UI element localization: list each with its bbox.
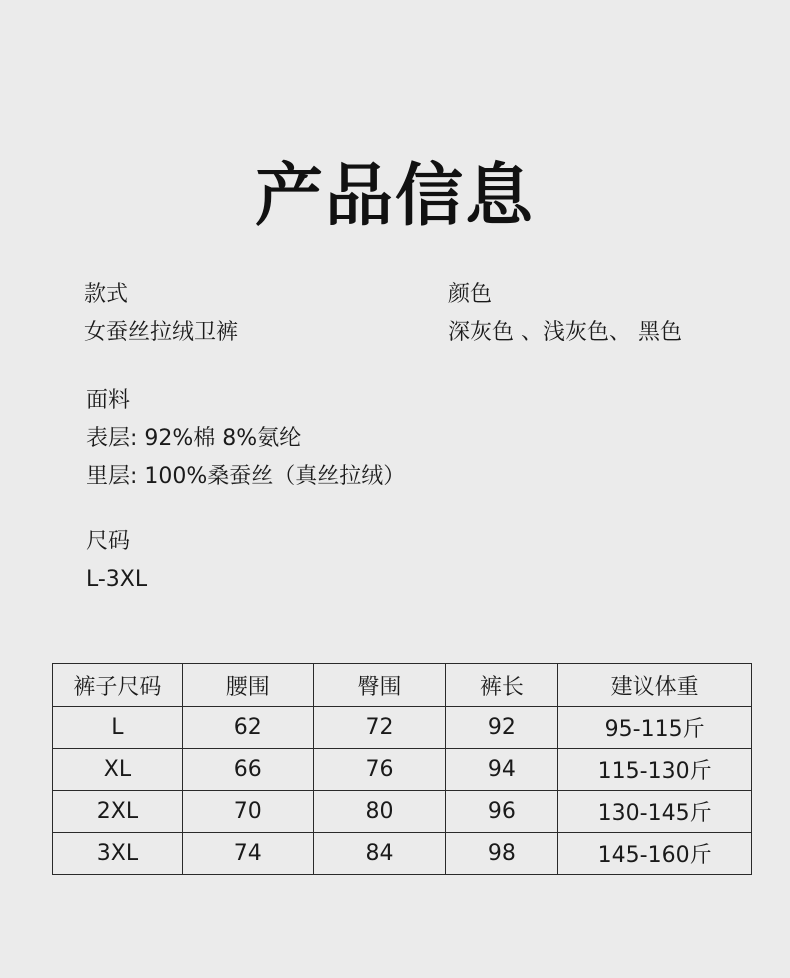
table-row xyxy=(53,791,752,833)
cell-weight: 145-160斤 xyxy=(558,833,752,875)
style-label: 款式 xyxy=(84,282,129,307)
size-range: L-3XL xyxy=(86,567,148,592)
cell-size: 2XL xyxy=(53,791,183,833)
header-weight: 建议体重 xyxy=(558,664,752,707)
size-label: 尺码 xyxy=(86,529,131,554)
page-title: 产品信息 xyxy=(254,157,535,236)
cell-waist: 62 xyxy=(182,707,313,749)
cell-length: 98 xyxy=(446,833,558,875)
color-label: 颜色 xyxy=(448,282,493,307)
cell-waist: 66 xyxy=(182,749,313,791)
style-info xyxy=(84,276,238,352)
fabric-info xyxy=(86,382,405,496)
size-chart-table xyxy=(52,663,752,875)
cell-length: 96 xyxy=(446,791,558,833)
size-info xyxy=(86,523,147,599)
cell-hip: 80 xyxy=(313,791,446,833)
table-row xyxy=(53,707,752,749)
cell-length: 92 xyxy=(446,707,558,749)
fabric-outer-layer: 表层: 92%棉 8%氨纶 xyxy=(86,426,302,451)
cell-waist: 70 xyxy=(182,791,313,833)
cell-hip: 72 xyxy=(313,707,446,749)
table-row xyxy=(53,833,752,875)
color-info xyxy=(448,276,682,352)
fabric-label: 面料 xyxy=(86,388,131,413)
cell-size: XL xyxy=(53,749,183,791)
table-row xyxy=(53,749,752,791)
fabric-inner-layer: 里层: 100%桑蚕丝（真丝拉绒） xyxy=(86,464,406,489)
cell-hip: 84 xyxy=(313,833,446,875)
cell-weight: 95-115斤 xyxy=(558,707,752,749)
header-size: 裤子尺码 xyxy=(53,664,183,707)
cell-size: L xyxy=(53,707,183,749)
cell-weight: 130-145斤 xyxy=(558,791,752,833)
cell-weight: 115-130斤 xyxy=(558,749,752,791)
header-waist: 腰围 xyxy=(182,664,313,707)
cell-size: 3XL xyxy=(53,833,183,875)
style-value: 女蚕丝拉绒卫裤 xyxy=(84,320,239,345)
table-header-row xyxy=(53,664,752,707)
cell-length: 94 xyxy=(446,749,558,791)
header-hip: 臀围 xyxy=(313,664,446,707)
color-value: 深灰色 、浅灰色、 黑色 xyxy=(448,320,682,345)
header-length: 裤长 xyxy=(446,664,558,707)
cell-hip: 76 xyxy=(313,749,446,791)
cell-waist: 74 xyxy=(182,833,313,875)
